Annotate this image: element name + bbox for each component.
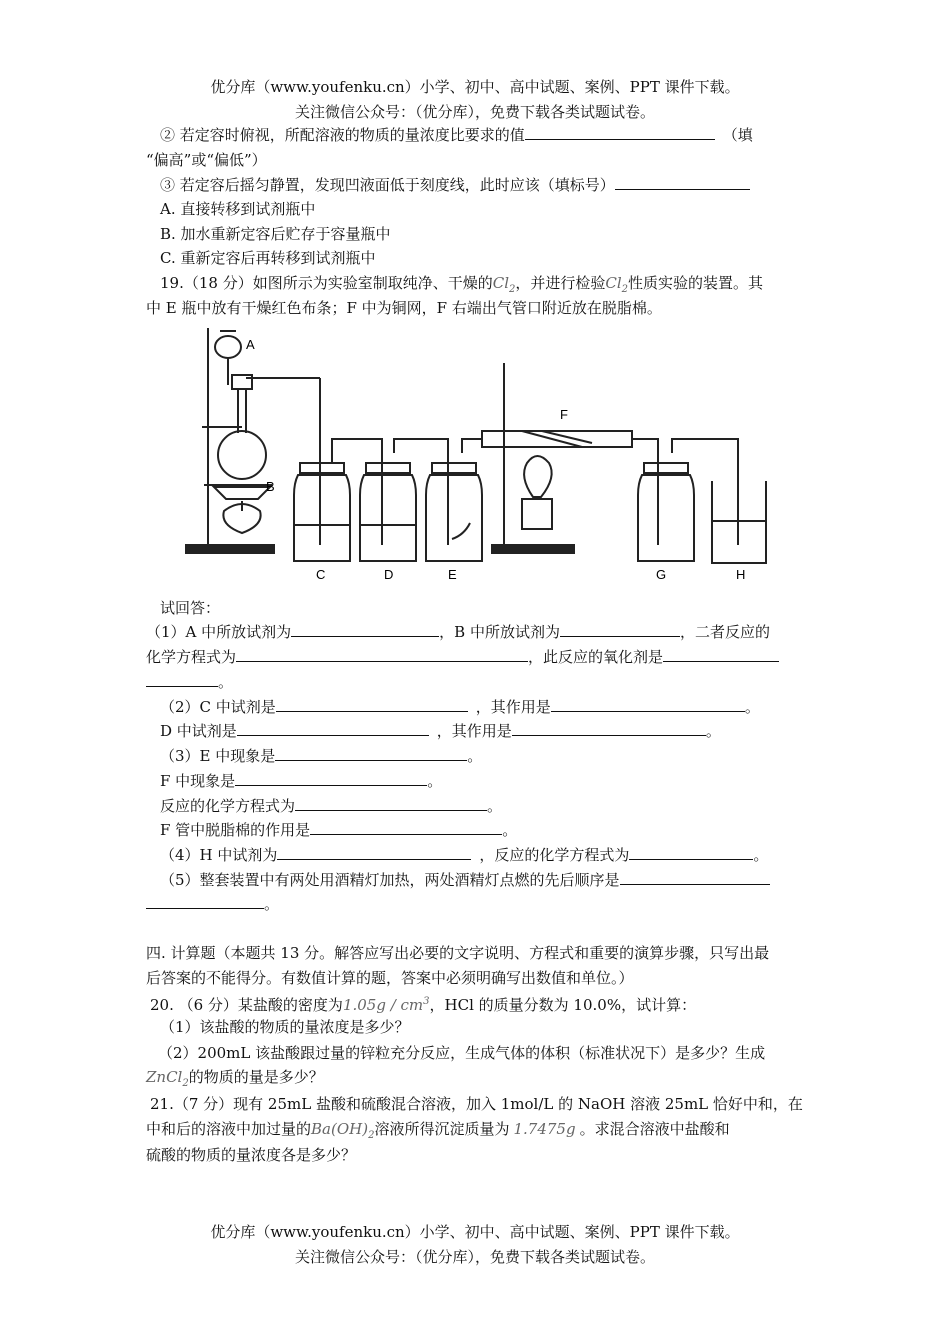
- label-e: E: [448, 567, 457, 582]
- q19-part2: （2）C 中试剂是 ，其作用是 。: [160, 698, 760, 716]
- label-f: F: [560, 407, 568, 422]
- q19-part3-eq: 反应的化学方程式为 。: [160, 797, 503, 815]
- q19-ask: 试回答：: [160, 599, 221, 617]
- q18-option-b: B. 加水重新定容后贮存于容量瓶中: [160, 225, 391, 243]
- q18-item2-cont: “偏高”或“偏低”）: [146, 151, 267, 169]
- q19-part3-f: F 中现象是 。: [160, 772, 443, 790]
- section4-title-cont: 后答案的不能得分。有数值计算的题，答案中必须明确写出数值和单位。）: [146, 969, 634, 987]
- q19-intro: 19.（18 分）如图所示为实验室制取纯净、干燥的$Cl_2$，并进行检验$Cl_2$性质实验的装置。其: [160, 274, 764, 295]
- q19-part1-cont: 化学方程式为 ，此反应的氧化剂是: [146, 647, 779, 667]
- label-c: C: [316, 567, 326, 582]
- q20-part2-cont: ZnCl$_2$的物质的量是多少？: [146, 1068, 324, 1089]
- q19-part4: （4）H 中试剂为 ，反应的化学方程式为 。: [160, 846, 769, 864]
- q19-part1: （1）A 中所放试剂为 ，B 中所放试剂为 ，二者反应的: [146, 623, 770, 641]
- q21-line2: 中和后的溶液中加过量的$Ba(OH)_2$溶液所得沉淀质量为 1.7475g 。求混合溶液中盐酸和: [146, 1120, 730, 1141]
- q20-part2: （2）200mL 该盐酸跟过量的锌粒充分反应，生成气体的体积（标准状况下）是多少？生成: [158, 1044, 766, 1062]
- q19-part2-d: D 中试剂是 ，其作用是 。: [160, 722, 721, 740]
- q19-part1-end: 。: [146, 672, 233, 692]
- q19-part5: （5）整套装置中有两处用酒精灯加热，两处酒精灯点燃的先后顺序是: [160, 870, 770, 890]
- label-a: A: [246, 337, 255, 352]
- header-line-1: 优分库（www.youfenku.cn）小学、初中、高中试题、案例、PPT 课件下载。: [210, 78, 740, 96]
- label-h: H: [736, 567, 746, 582]
- apparatus-figure: [182, 323, 782, 585]
- footer-line-2: 关注微信公众号：（优分库），免费下载各类试题试卷。: [294, 1248, 655, 1266]
- q18-item3: ③ 若定容后摇匀静置，发现凹液面低于刻度线，此时应该（填标号）: [160, 175, 750, 195]
- label-g: G: [656, 567, 667, 582]
- q20-intro: 20. （6 分）某盐酸的密度为$1.05g / cm^3$，HCl 的质量分数为 10.0%，试计算：: [150, 996, 697, 1014]
- q19-part3-cotton: F 管中脱脂棉的作用是 。: [160, 821, 518, 839]
- footer-line-1: 优分库（www.youfenku.cn）小学、初中、高中试题、案例、PPT 课件下载。: [210, 1223, 740, 1241]
- header-line-2: 关注微信公众号：（优分库），免费下载各类试题试卷。: [294, 103, 655, 121]
- q19-part3: （3）E 中现象是 。: [160, 747, 483, 765]
- q19-intro-line2: 中 E 瓶中放有干燥红色布条；F 中为铜网，F 右端出气管口附近放在脱脂棉。: [146, 299, 662, 317]
- q21-intro: 21.（7 分）现有 25mL 盐酸和硫酸混合溶液，加入 1mol/L 的 NaOH 溶液 25mL 恰好中和，在: [150, 1095, 803, 1113]
- q19-part5-end: 。: [146, 894, 279, 914]
- label-b: B: [266, 479, 275, 494]
- label-d: D: [384, 567, 394, 582]
- section4-title: 四. 计算题（本题共 13 分。解答应写出必要的文字说明、方程式和重要的演算步骤，只写出最: [146, 944, 770, 962]
- q18-option-c: C. 重新定容后再转移到试剂瓶中: [160, 249, 376, 267]
- q20-part1: （1）该盐酸的物质的量浓度是多少？: [160, 1018, 410, 1036]
- q18-item2: ② 若定容时俯视，所配溶液的物质的量浓度比要求的值 （填: [160, 126, 753, 144]
- q18-option-a: A. 直接转移到试剂瓶中: [160, 200, 316, 218]
- q21-line3: 硫酸的物质的量浓度各是多少？: [146, 1146, 357, 1164]
